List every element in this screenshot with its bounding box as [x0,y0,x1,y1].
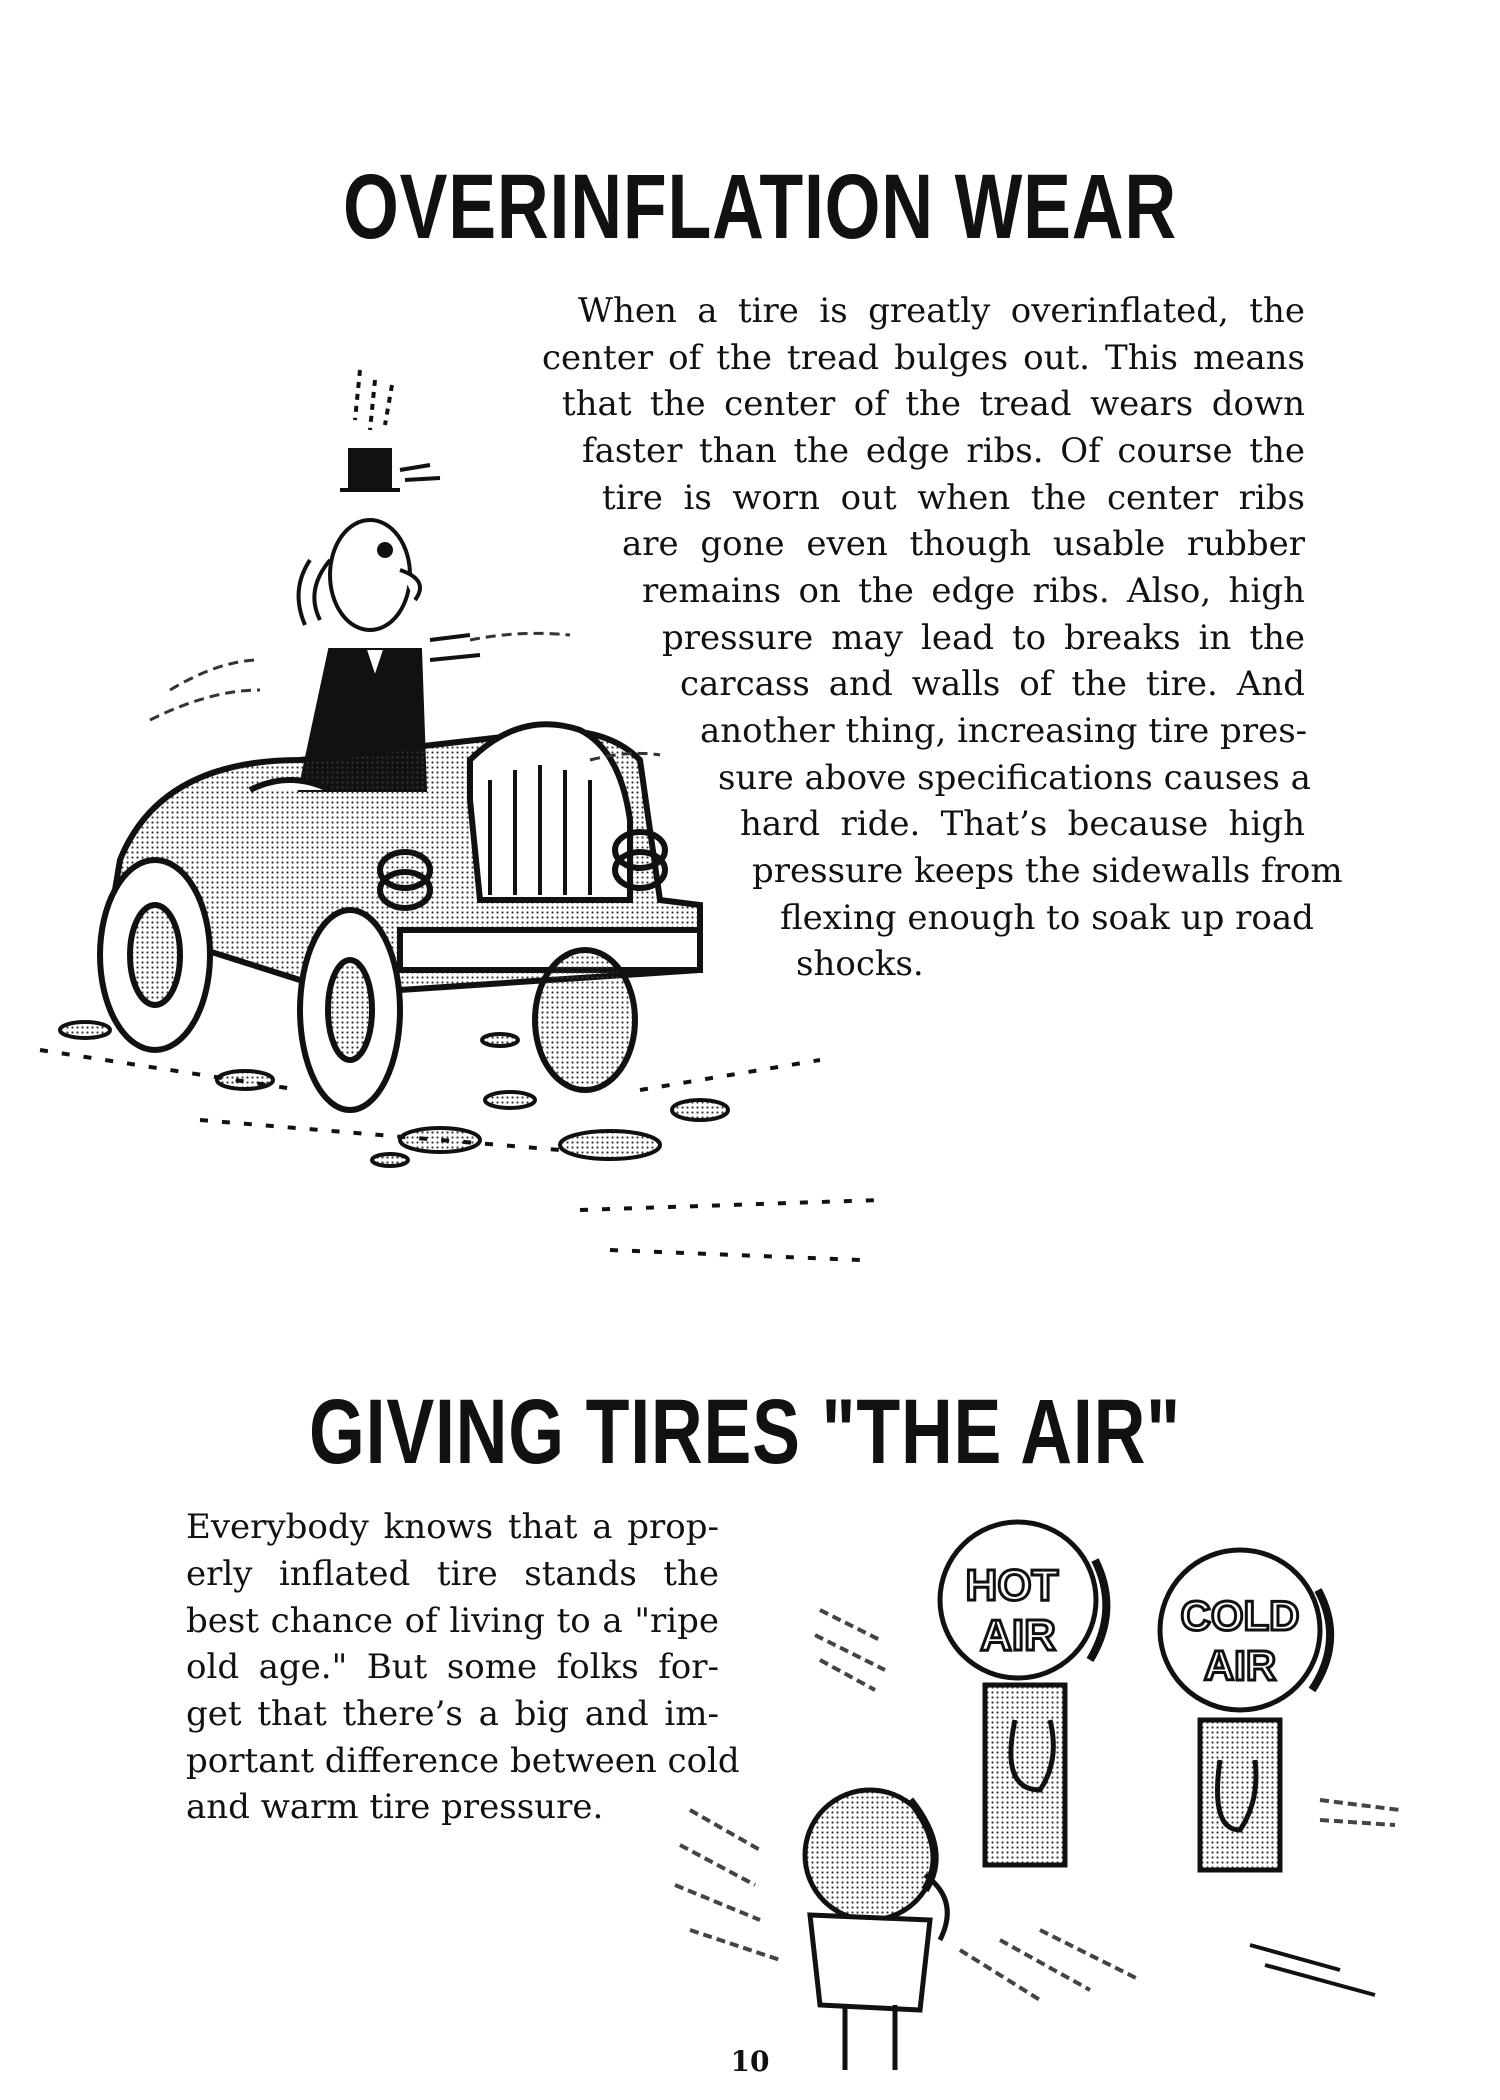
paragraph-line: another thing, increasing tire pres- [700,711,1308,751]
paragraph-line: pressure keeps the sidewalls from [752,851,1343,891]
paragraph-line: are gone even though usable rubber [622,524,1305,564]
paragraph-line: carcass and walls of the tire. And [680,664,1305,704]
hot-air-pump [940,1522,1106,1865]
tire-character [805,1790,947,2070]
hot-label: HOT [965,1561,1059,1610]
paragraph-line: Everybody knows that a prop- [186,1507,719,1547]
paragraph-line: remains on the edge ribs. Also, high [642,571,1305,611]
paragraph-line: that the center of the tread wears down [562,384,1305,424]
paragraph-line: get that there’s a big and im- [186,1694,719,1734]
paragraph-line: pressure may lead to breaks in the [662,618,1305,658]
cold-air-label: AIR [1203,1642,1277,1689]
paragraph-line: When a tire is greatly overinflated, the [578,291,1305,331]
paragraph-line: center of the tread bulges out. This means [542,338,1305,378]
paragraph-line: portant difference between cold [186,1741,740,1781]
paragraph-line: and warm tire pressure. [186,1787,604,1827]
paragraph-line: best chance of living to a "ripe [186,1601,719,1641]
paragraph-line: faster than the edge ribs. Of course the [582,431,1305,471]
section-title-overinflation: OVERINFLATION WEAR [343,156,1177,258]
paragraph-line: sure above specifications causes a [718,758,1311,798]
cold-label: COLD [1180,1592,1300,1639]
paragraph-line: tire is worn out when the center ribs [602,478,1305,518]
hot-air-label: AIR [980,1611,1056,1660]
cold-air-pump [1160,1550,1330,1870]
ground-lines [1250,1945,1375,1995]
paragraph-line: erly inflated tire stands the [186,1554,719,1594]
section-title-giving-tires-air: GIVING TIRES "THE AIR" [309,1381,1181,1483]
paragraph-line: hard ride. That’s because high [740,804,1305,844]
paragraph-line: flexing enough to soak up road [780,898,1314,938]
paragraph-line: old age." But some folks for- [186,1647,719,1687]
paragraph-line: shocks. [796,944,924,984]
page-number: 10 [730,2045,770,2078]
